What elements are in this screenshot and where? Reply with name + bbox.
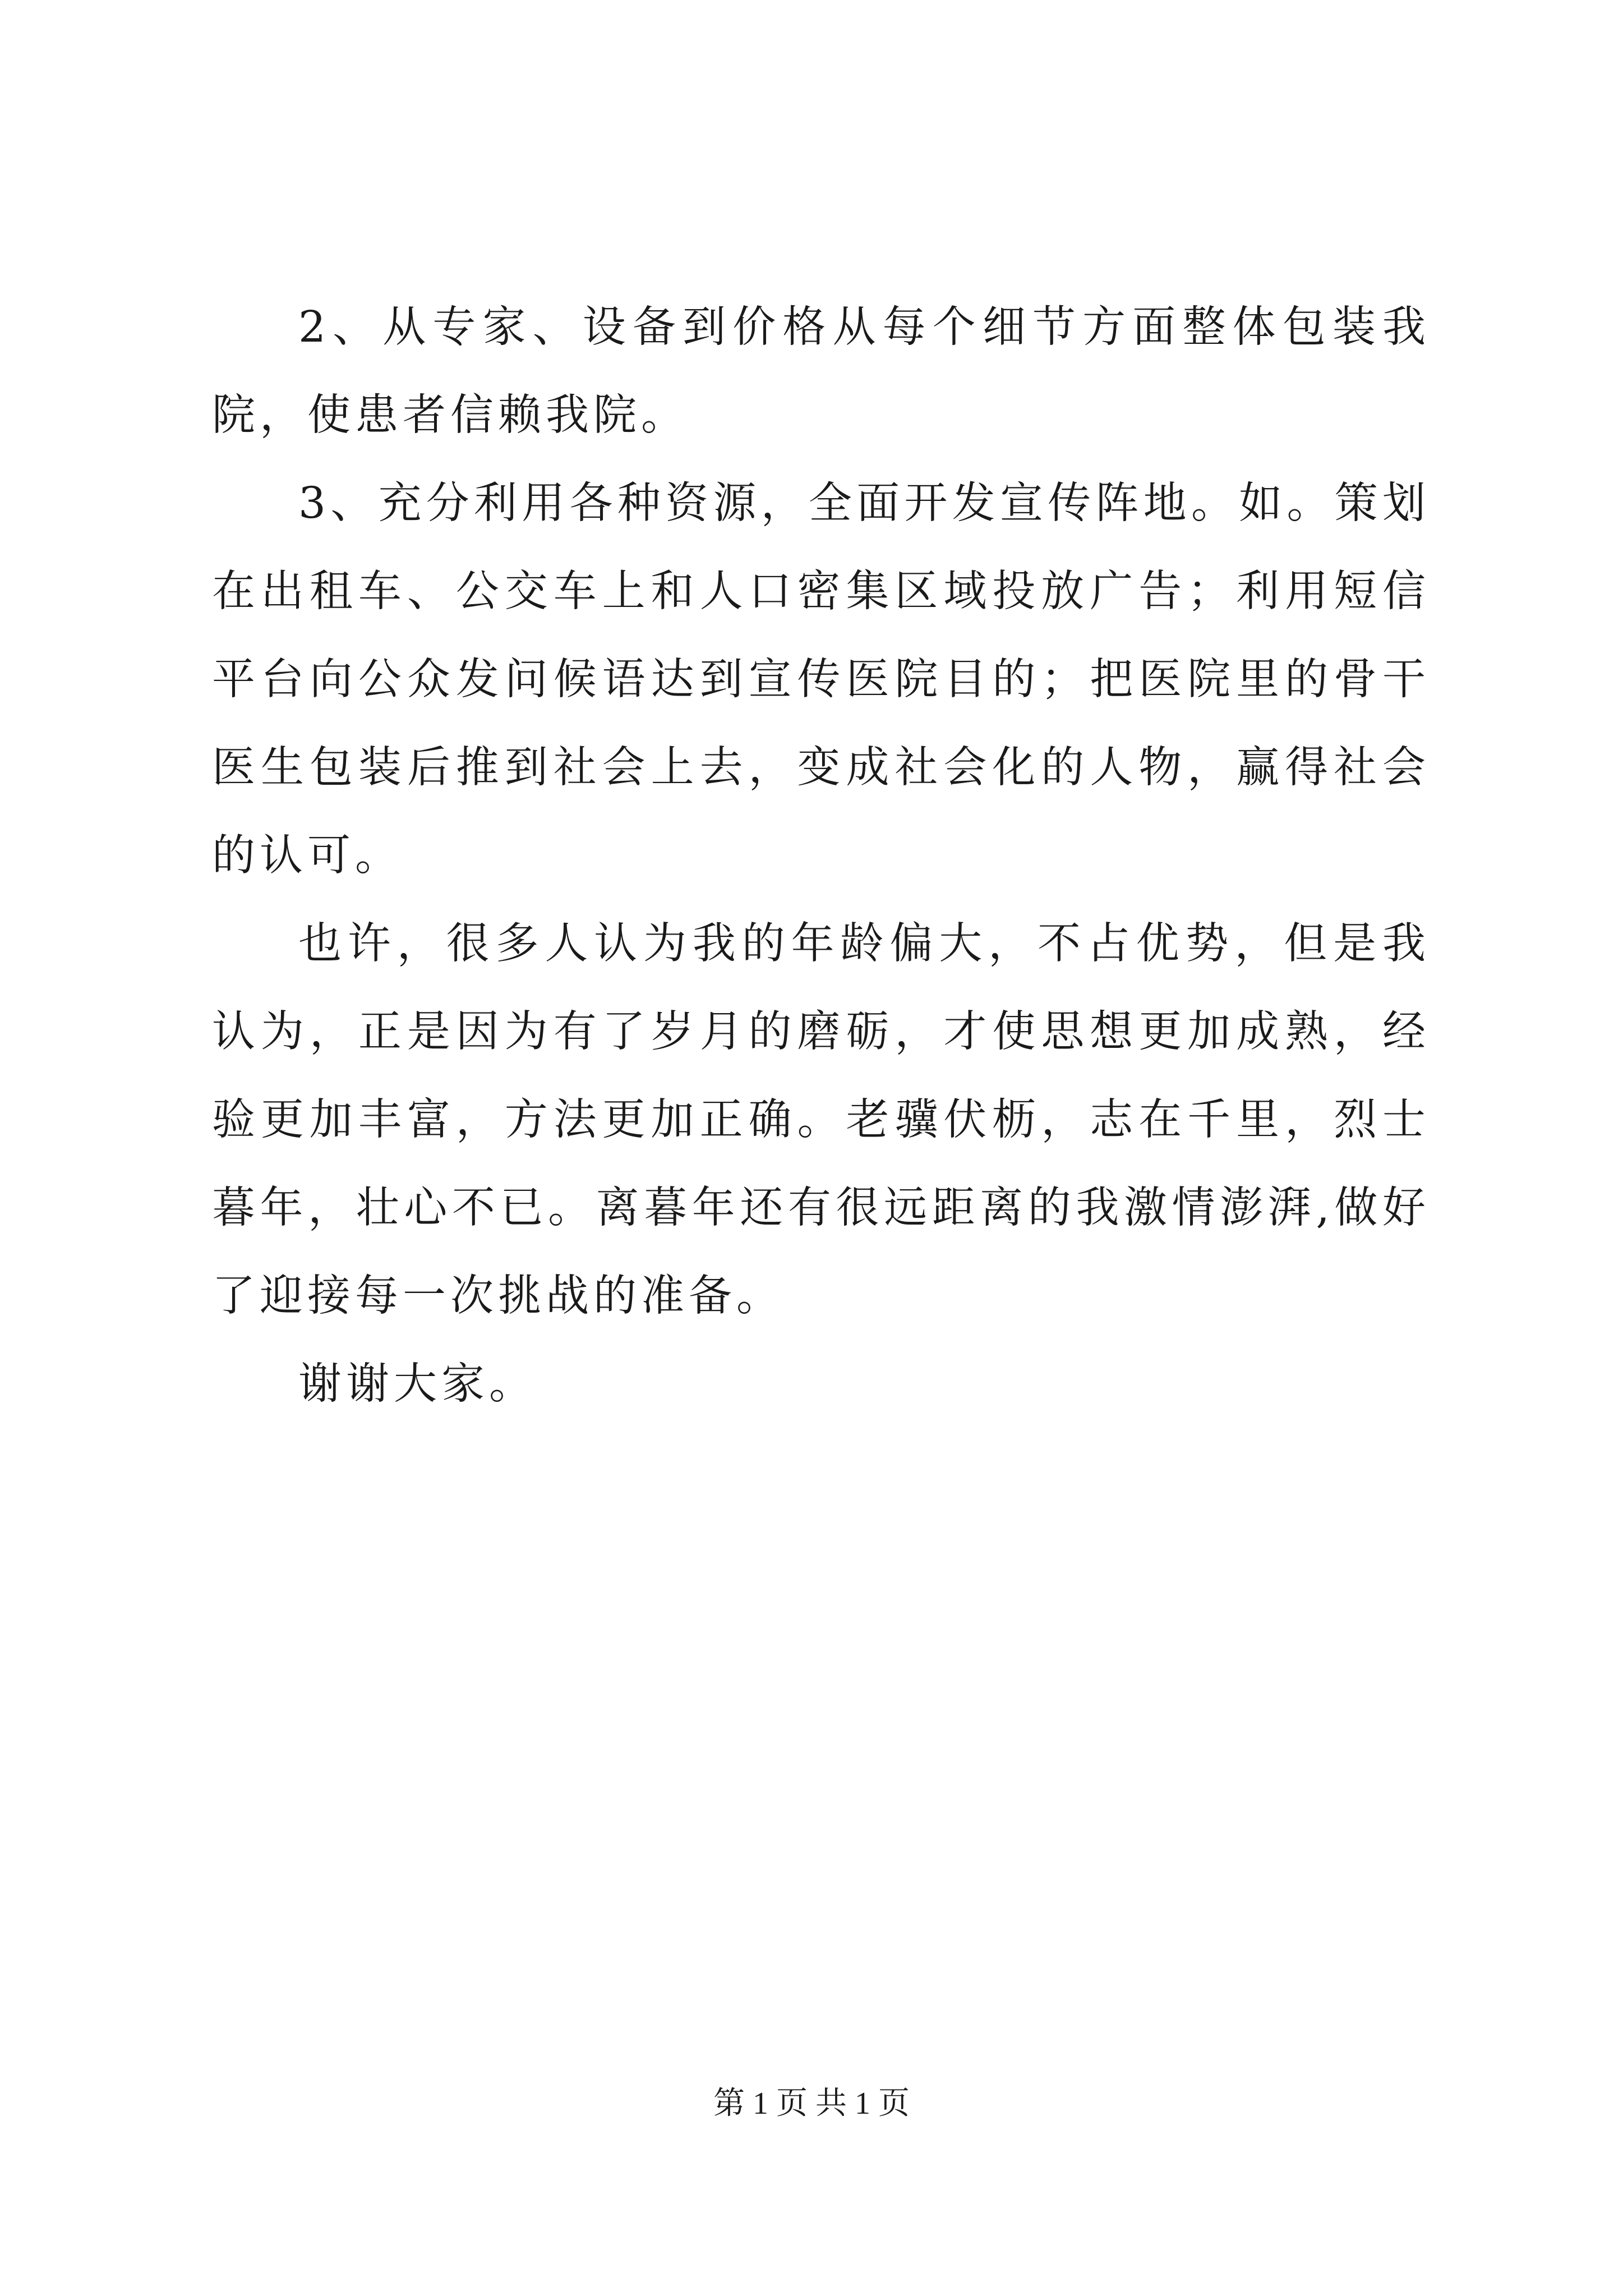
paragraph-age-advantage: 也许，很多人认为我的年龄偏大，不占优势，但是我认为，正是因为有了岁月的磨砺，才使思想更加成熟，经验更加丰富，方法更加正确。老骥伏枥，志在千里，烈士暮年，壮心不已。离暮年还有很远距离的我激情澎湃,做好了迎接每一次挑战的准备。 [212,919,1430,1321]
page-number-footer: 第 1 页 共 1 页 [713,2086,910,2121]
paragraph-item-3: 3、充分利用各种资源，全面开发宣传阵地。如。策划在出租车、公交车上和人口密集区域投放广告；利用短信平台向公众发问候语达到宣传医院目的；把医院里的骨干医生包装后推到社会上去，变成社会化的人物，赢得社会的认可。 [212,478,1430,881]
paragraph-item-2: 2、从专家、设备到价格从每个细节方面整体包装我院，使患者信赖我院。 [212,302,1430,440]
document-body [212,283,1430,1428]
paragraph-thanks: 谢谢大家。 [298,1359,537,1409]
